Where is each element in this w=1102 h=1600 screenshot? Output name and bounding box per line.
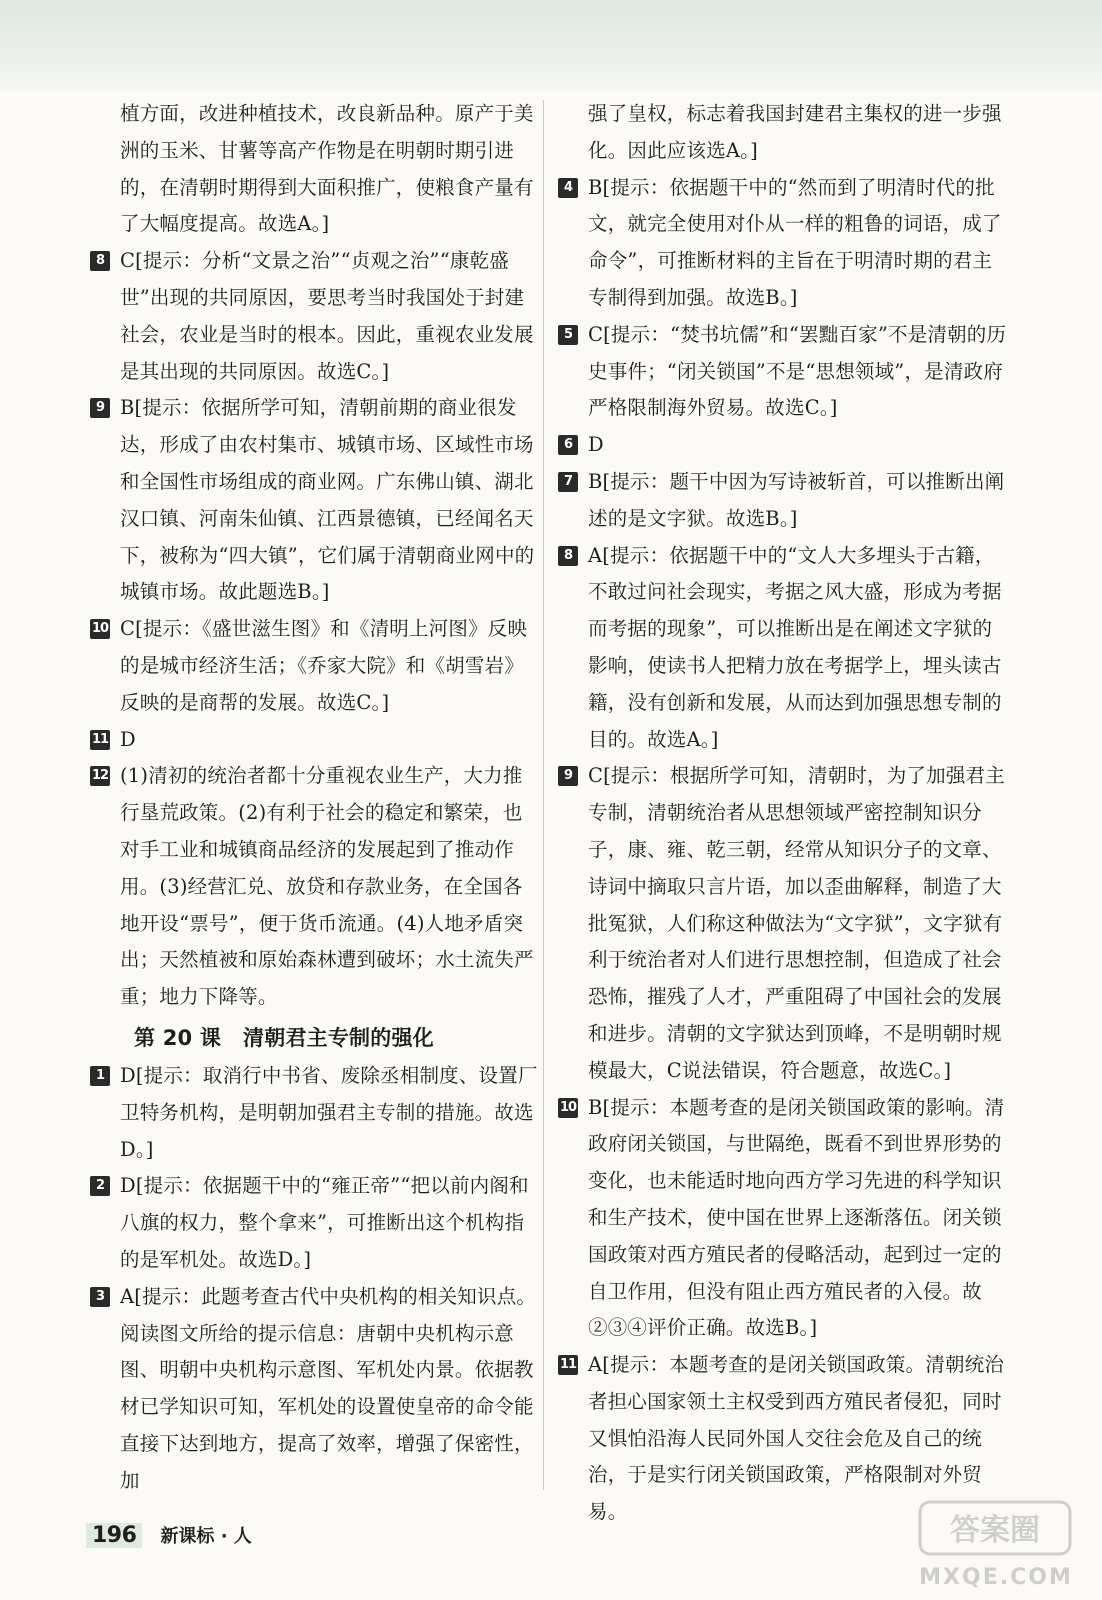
question-number-badge: 10: [90, 619, 110, 639]
question-number-badge: 10: [558, 1098, 578, 1118]
answer-text: C[提示：“焚书坑儒”和“罢黜百家”不是清朝的历史事件；“闭关锁国”不是“思想领域”，是清政府严格限制海外贸易。故选C。]: [588, 322, 1007, 420]
answer-item: [558, 170, 1008, 317]
question-number-badge: 7: [558, 472, 578, 492]
continued-answer-text: 植方面，改进种植技术，改良新品种。原产于美洲的玉米、甘薯等高产作物是在明朝时期引进的，在清朝时期得到大面积推广，使粮食产量有了大幅度提高。故选A。]: [120, 102, 534, 236]
question-number-badge: 11: [90, 730, 110, 750]
page-footer: [86, 1522, 252, 1548]
answer-text: (1)清初的统治者都十分重视农业生产，大力推行垦荒政策。(2)有利于社会的稳定和繁荣，也对手工业和城镇商品经济的发展起到了推动作用。(3)经营汇兑、放贷和存款业务，在全国各地开设“票号”，便于货币流通。(4)人地矛盾突出；天然植被和原始森林遭到破坏；水土流失严重；地力下降等。: [120, 764, 534, 1009]
answer-item: [90, 611, 538, 721]
answer-item: [558, 464, 1008, 538]
answer-item: [558, 427, 1008, 464]
answer-text: C[提示：《盛世滋生图》和《清明上河图》反映的是城市经济生活；《乔家大院》和《胡雪岩》反映的是商帮的发展。故选C。]: [120, 617, 528, 714]
page-number: 196: [86, 1523, 142, 1548]
answer-item: [558, 758, 1008, 1089]
question-number-badge: 11: [558, 1355, 578, 1375]
answer-text: D[提示：取消行中书省、废除丞相制度、设置厂卫特务机构，是明朝加强君主专制的措施。故选D。]: [120, 1063, 538, 1161]
question-number-badge: 4: [558, 178, 578, 198]
answer-text: B[提示：本题考查的是闭关锁国政策的影响。清政府闭关锁国，与世隔绝，既看不到世界形势的变化，也未能适时地向西方学习先进的科学知识和生产技术，使中国在世界上逐渐落伍。闭关锁国政策对西方殖民者的侵略活动，起到过一定的自卫作用，但没有阻止西方殖民者的入侵。故②③④评价正确。故选B。]: [588, 1095, 1005, 1340]
answer-item: [90, 1279, 538, 1500]
question-number-badge: 1: [90, 1066, 110, 1086]
answer-text: C[提示：根据所学可知，清朝时，为了加强君主专制，清朝统治者从思想领域严密控制知识分子，康、雍、乾三朝，经常从知识分子的文章、诗词中摘取只言片语，加以歪曲解释，制造了大批冤狱，人们称这种做法为“文字狱”，文字狱有利于统治者对人们进行思想控制，但造成了社会恐怖，摧残了人才，严重阻碍了中国社会的发展和进步。清朝的文字狱达到顶峰，不是明朝时规模最大，C说法错误，符合题意，故选C。]: [588, 764, 1005, 1082]
watermark-logo: [908, 1494, 1084, 1594]
answer-text: D: [588, 433, 604, 457]
question-number-badge: 6: [558, 435, 578, 455]
answer-item: [90, 758, 538, 1016]
answer-item: [90, 390, 538, 611]
header-band: [0, 0, 1102, 92]
question-number-badge: 3: [90, 1287, 110, 1307]
series-label: 新课标 · 人: [160, 1526, 252, 1547]
question-number-badge: 12: [90, 766, 110, 786]
question-number-badge: 8: [90, 251, 110, 271]
answer-item: [558, 538, 1008, 759]
answer-text: B[提示：依据题干中的“然而到了明清时代的批文，就完全使用对仆从一样的粗鲁的词语，成了命令”，可推断材料的主旨在于明清时期的君主专制得到加强。故选B。]: [588, 175, 1002, 309]
answer-item: [90, 1168, 538, 1278]
column-divider: [543, 100, 544, 1490]
answer-item: [558, 1090, 1008, 1348]
answer-text: A[提示：依据题干中的“文人大多埋头于古籍，不敢过问社会现实，考据之风大盛，形成为考据而考据的现象”，可以推断出是在阐述文字狱的影响，使读书人把精力放在考据学上，埋头读古籍，没有创新和发展，从而达到加强思想专制的目的。故选A。]: [588, 543, 1002, 751]
question-number-badge: 2: [90, 1176, 110, 1196]
question-number-badge: 9: [90, 398, 110, 418]
continued-answer-text: 强了皇权，标志着我国封建君主集权的进一步强化。因此应该选A。]: [588, 102, 1002, 162]
question-number-badge: 9: [558, 766, 578, 786]
answer-item: [558, 317, 1008, 427]
left-column: [90, 96, 538, 1499]
answer-text: D: [120, 727, 136, 751]
answer-item: [90, 243, 538, 390]
watermark-glyphs: 答案圈: [950, 1513, 1040, 1548]
lesson-title: 清朝君主专制的强化: [243, 1025, 434, 1050]
answer-text: C[提示：分析“文景之治”“贞观之治”“康乾盛世”出现的共同原因，要思考当时我国处于封建社会，农业是当时的根本。因此，重视农业发展是其出现的共同原因。故选C。]: [120, 249, 534, 383]
watermark-text: MXQE.COM: [919, 1565, 1073, 1590]
answer-text: B[提示：依据所学可知，清朝前期的商业很发达，形成了由农村集市、城镇市场、区域性市场和全国性市场组成的商业网。广东佛山镇、湖北汉口镇、河南朱仙镇、江西景德镇，已经闻名天下，被称为“四大镇”，它们属于清朝商业网中的城镇市场。故此题选B。]: [120, 396, 535, 604]
answer-text: B[提示：题干中因为写诗被斩首，可以推断出阐述的是文字狱。故选B。]: [588, 469, 1005, 530]
answer-item: [90, 1058, 538, 1168]
right-column: [558, 96, 1008, 1531]
question-number-badge: 8: [558, 546, 578, 566]
lesson-number: 第 20 课: [134, 1025, 222, 1050]
question-number-badge: 5: [558, 325, 578, 345]
answer-item: [90, 722, 538, 759]
answer-text: A[提示：本题考查的是闭关锁国政策。清朝统治者担心国家领土主权受到西方殖民者侵犯，同时又惧怕沿海人民同外国人交往会危及自己的统治，于是实行闭关锁国政策，严格限制对外贸易。: [588, 1353, 1005, 1524]
answer-text: A[提示：此题考查古代中央机构的相关知识点。阅读图文所给的提示信息：唐朝中央机构示意图、明朝中央机构示意图、军机处内景。依据教材已学知识可知，军机处的设置使皇帝的命令能直接下达到地方，提高了效率，增强了保密性，加: [120, 1284, 537, 1492]
answer-text: D[提示：依据题干中的“雍正帝”“把以前内阁和八旗的权力，整个拿来”，可推断出这个机构指的是军机处。故选D。]: [120, 1174, 529, 1271]
lesson-heading: [90, 1018, 538, 1058]
